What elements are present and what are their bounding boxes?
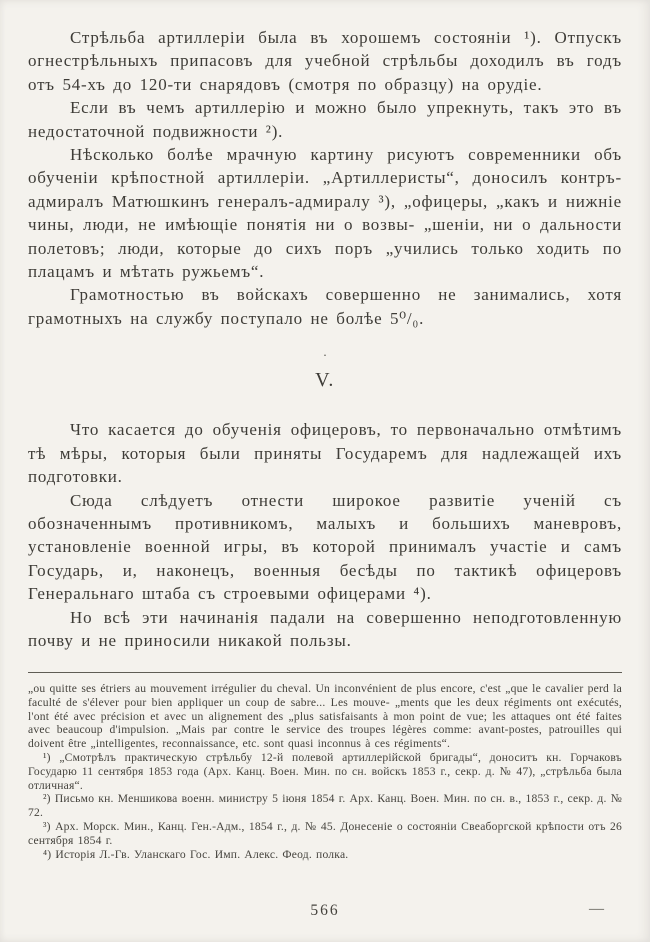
body-paragraph: Стрѣльба артиллеріи была въ хорошемъ состояніи ¹). Отпускъ огнестрѣльныхъ припасовъ для учебной стрѣльбы доходилъ въ годъ отъ 54-хъ до 120-ти снарядовъ (смотря по образцу) на орудіе.: [28, 28, 622, 94]
body-paragraph: Но всѣ эти начинанія падали на совершенно неподготовленную почву и не приносили никакой пользы.: [28, 607, 622, 650]
section-heading: V.: [315, 369, 335, 392]
footnote-3: ³) Арх. Морск. Мин., Канц. Ген.-Адм., 1854 г., д. № 45. Донесеніе о состояніи Свеаборгской крѣпости отъ 26 сентября 1854 г.: [28, 819, 622, 847]
body-paragraph: Сюда слѣдуетъ отнести широкое развитіе ученій съ обозначеннымъ противникомъ, малыхъ и большихъ маневровъ, установленіе военной игры, въ которой принималъ участіе и самъ Государь, и, наконецъ, военныя бесѣды по тактикѣ офицеровъ Генеральнаго штаба съ строевыми офицерами ⁴).: [28, 490, 622, 604]
main-text-block: [28, 26, 622, 652]
footer-dash-mark: —: [589, 901, 604, 917]
printed-dot-artifact: .: [323, 344, 327, 360]
body-paragraph: Если въ чемъ артиллерію и можно было упрекнуть, такъ это въ недостаточной подвижности ²).: [28, 98, 622, 141]
body-paragraph: Нѣсколько болѣе мрачную картину рисуютъ современники объ обученіи крѣпостной артиллеріи. „Артиллеристы“, доносилъ контръ-адмиралъ Матюшкинъ генералъ-адмиралу ³), „офицеры, „какъ и нижніе чины, люди, не имѣющіе понятія ни о возвы- „шеніи, ни о дальности полетовъ; люди, которые до сихъ поръ „учились только ходить по плацамъ и мѣтать ружьемъ“.: [28, 145, 622, 282]
footnote-2: ²) Письмо кн. Меншикова военн. министру 5 іюня 1854 г. Арх. Канц. Воен. Мин. по сн. в., 1853 г., секр. д. № 72.: [28, 792, 622, 820]
footnote-divider: [28, 672, 622, 673]
footnote-continuation-french: „ou quitte ses étriers au mouvement irrégulier du cheval. Un inconvénient de plus encore, c'est „que le cavalier perd la faculté de s'élever pour bien appliquer un coup de sabre... Les mouve- „ments que les deux régiments ont exécutés, l'ont été avec précision et avec un alignement des „plus satisfaisants à mon point de vue; les attaques ont été faites avec beaucoup d'impulsion. „Mais par contre le service des troupes légères comme: avant-postes, patrouilles qui doivent être „intelligentes, reconnaissance, etc. sont quasi inconnus à ces régiments“.: [28, 682, 622, 751]
body-paragraph: Что касается до обученія офицеровъ, то первоначально отмѣтимъ тѣ мѣры, которыя были приняты Государемъ для надлежащей ихъ подготовки.: [28, 420, 622, 487]
body-paragraph: Грамотностью въ войскахъ совершенно не занимались, хотя грамотныхъ на службу поступало не болѣе 5⁰/₀.: [28, 285, 622, 328]
footnotes-block: [28, 672, 622, 861]
footnote-1: ¹) „Смотрѣлъ практическую стрѣльбу 12-й полевой артиллерійской бригады“, доноситъ кн. Горчаковъ Государю 11 сентября 1853 года (Арх. Канц. Воен. Мин. по сн. войскъ 1853 г., секр. д. № 47), „стрѣльба была отличная“.: [28, 750, 622, 792]
page-number: 566: [310, 902, 340, 919]
footnote-4: ⁴) Исторія Л.-Гв. Уланскаго Гос. Имп. Алекс. Феод. полка.: [43, 847, 349, 861]
